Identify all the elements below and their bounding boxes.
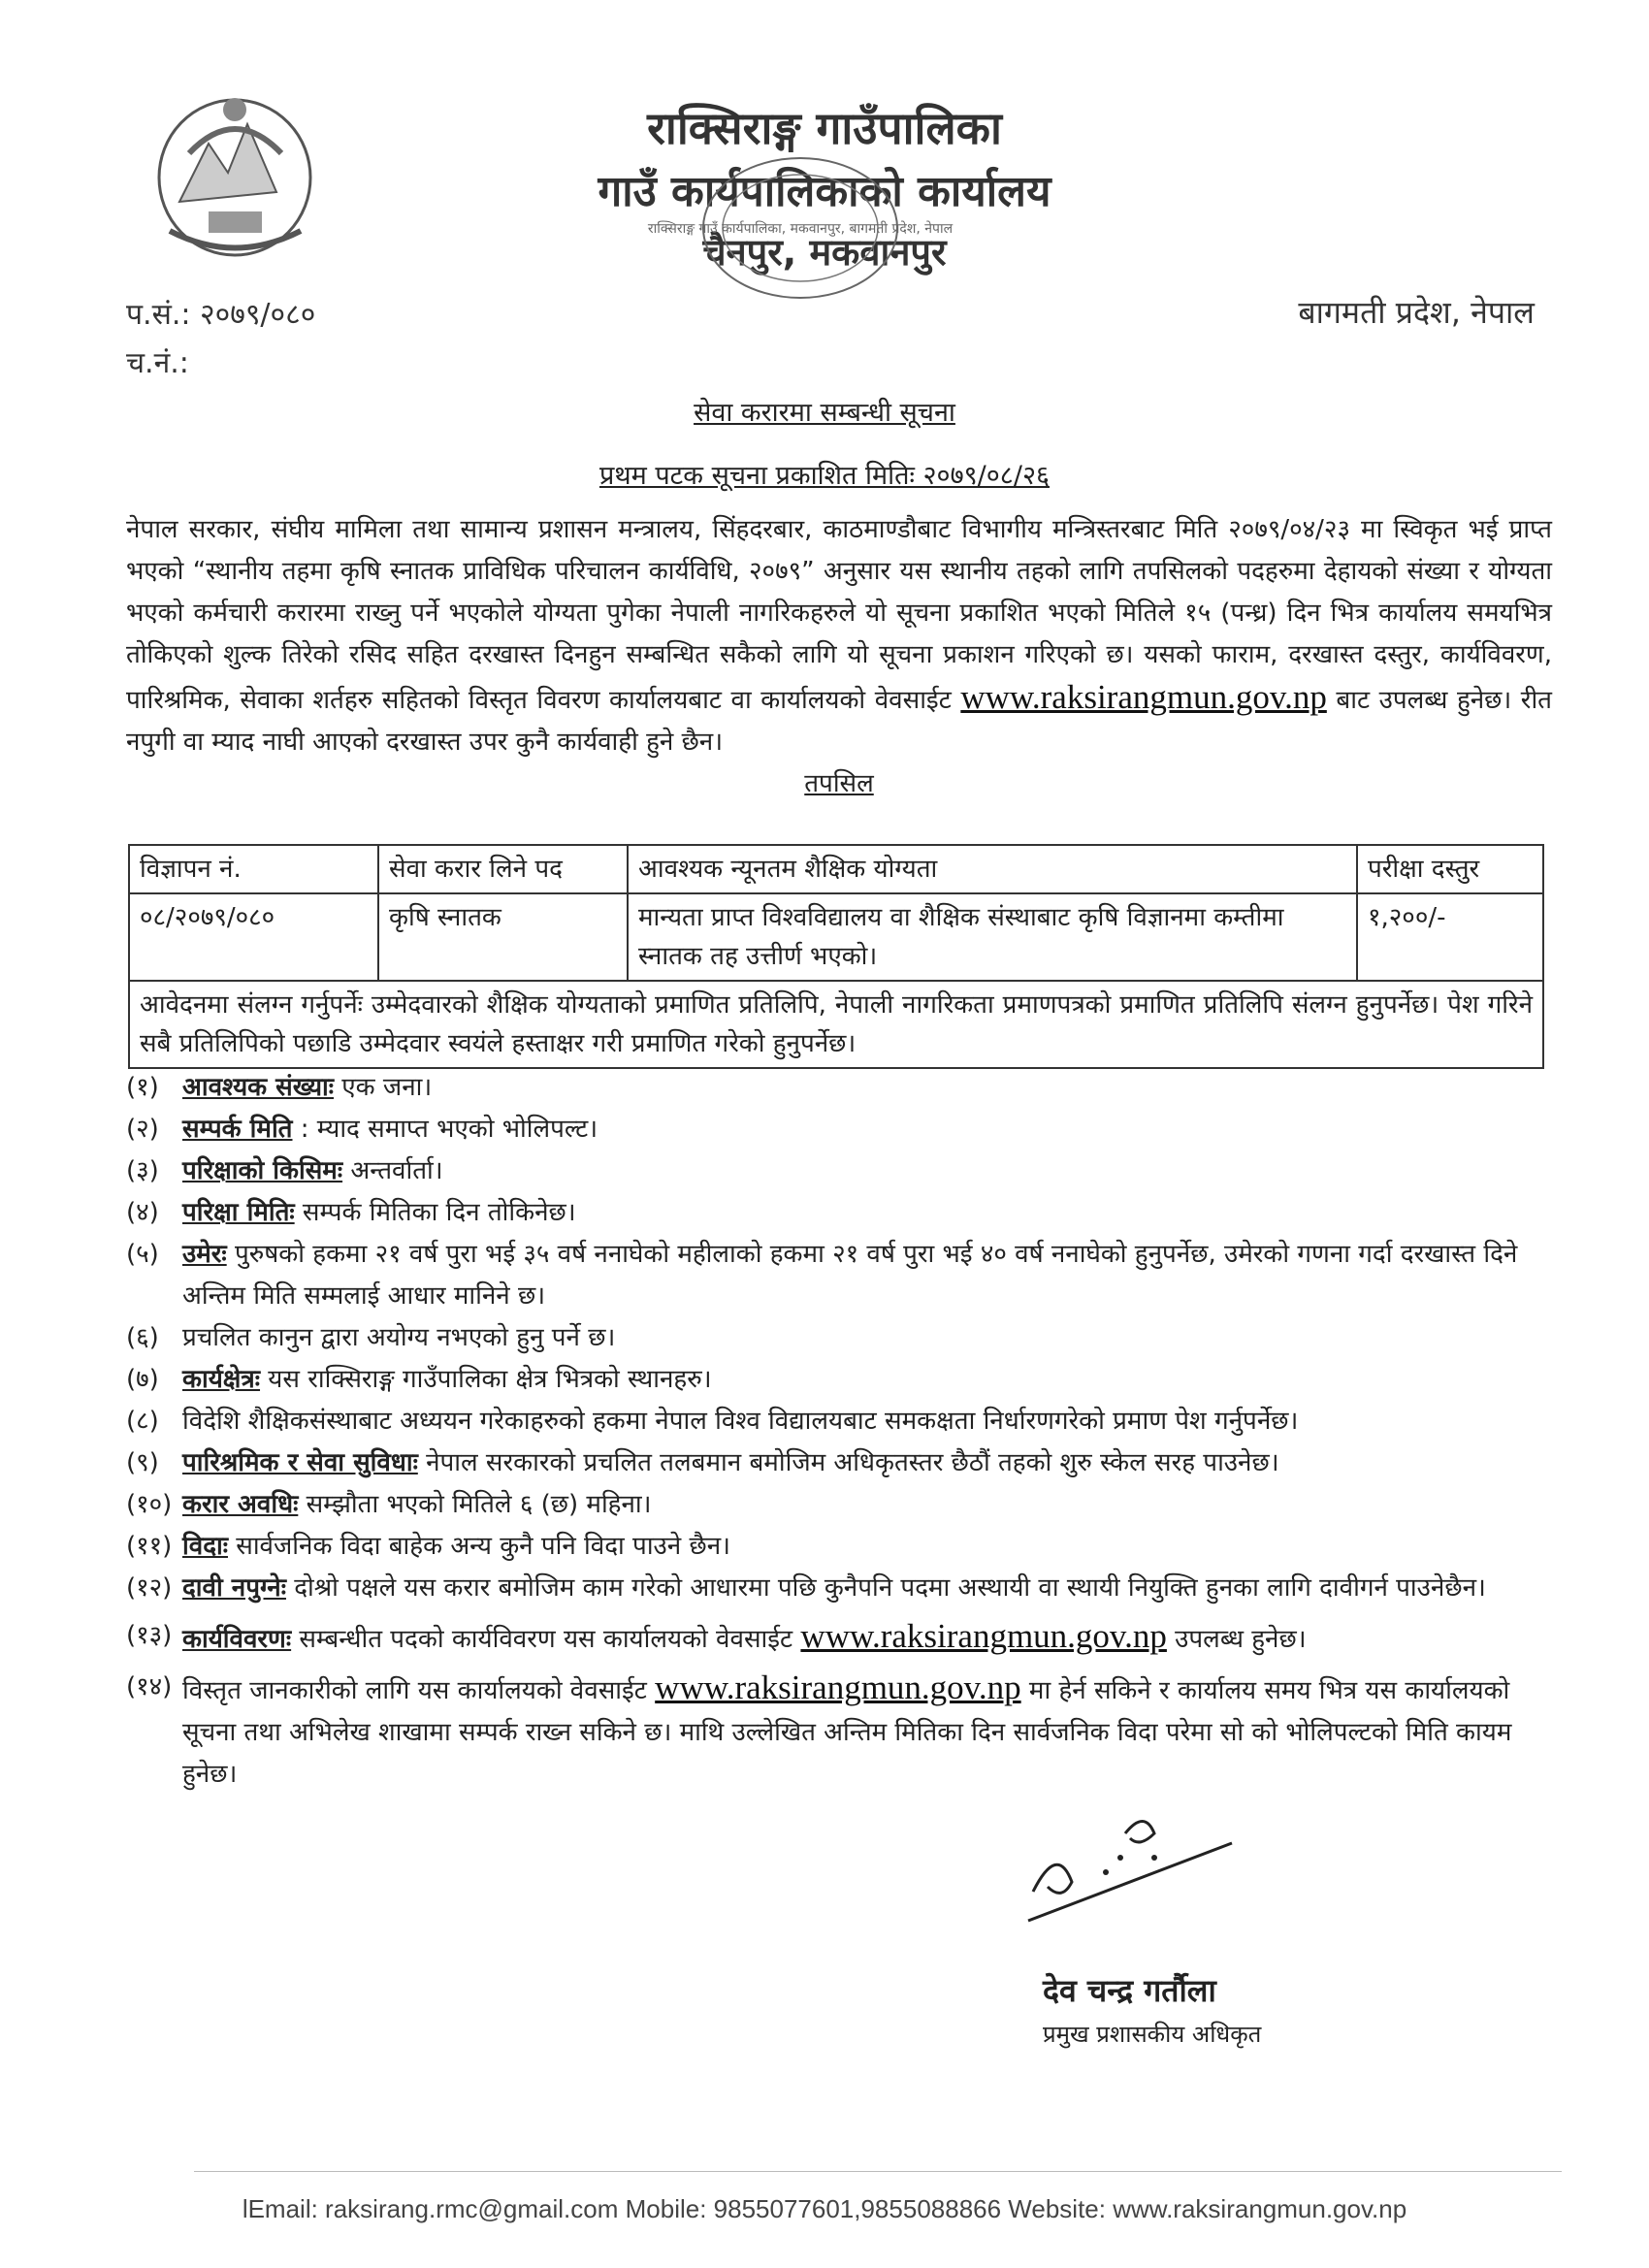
footer-divider xyxy=(194,2171,1562,2172)
signature xyxy=(1018,1804,1261,1930)
body-text-end: बाट उपलब्ध हुनेछ। रीत नपुगी वा म्याद नाघी आएको दरखास्त उपर कुनै कार्यवाही हुने छैन। xyxy=(126,686,1552,757)
cell-attachments: आवेदनमा संलग्न गर्नुपर्नेः उम्मेदवारको शैक्षिक योग्यताको प्रमाणित प्रतिलिपि, नेपाली नागरिकता प्रमाणपत्रको प्रमाणित प्रतिलिपि संलग्न हुनुपर्नेछ। पेश गरिने सबै प्रतिलिपिको पछाडि उम्मेदवार स्वयंले हस्ताक्षर गरी प्रमाणित गरेको हुनुपर्नेछ। xyxy=(129,981,1543,1068)
list-item: (८) विदेशि शैक्षिकसंस्थाबाट अध्ययन गरेकाहरुको हकमा नेपाल विश्व विद्यालयबाट समकक्षता निर्धारणगरेको प्रमाण पेश गर्नुपर्नेछ। xyxy=(126,1407,1299,1436)
website-link[interactable]: www.raksirangmun.gov.np xyxy=(655,1669,1021,1706)
tapsil-heading: तपसिल xyxy=(804,769,874,798)
list-item: (१) आवश्यक संख्याः एक जना। xyxy=(126,1073,433,1102)
list-item: (९) पारिश्रमिक र सेवा सुविधाः नेपाल सरकारको प्रचलित तलबमान बमोजिम अधिकृतस्तर छैठौं तहको शुरु स्केल सरह पाउनेछ। xyxy=(126,1448,1279,1477)
cell-qualification: मान्यता प्राप्त विश्वविद्यालय वा शैक्षिक संस्थाबाट कृषि विज्ञानमा कम्तीमा स्नातक तह उत्तीर्ण भएको। xyxy=(628,893,1357,981)
publish-date: प्रथम पटक सूचना प्रकाशित मितिः २०७९/०८/२६ xyxy=(598,461,1051,491)
footer-contact: lEmail: raksirang.rmc@gmail.com Mobile: 9855077601,9855088866 Website: www.raksirangmun.gov.np xyxy=(242,2194,1407,2223)
notice-body xyxy=(126,509,1552,805)
table-row xyxy=(129,893,1543,981)
office-name-line2: गाउँ कार्यपालिकाको कार्यालय xyxy=(598,167,1051,216)
list-item: (५) उमेरः पुरुषको हकमा २१ वर्ष पुरा भई ३५ वर्ष ननाघेको महीलाको हकमा २१ वर्ष पुरा भई ४० वर्ष ननाघेको हुनुपर्नेछ, उमेरको गणना गर्दा दरखास्त दिने अन्तिम मिति सम्मलाई आधार मानिने छ। xyxy=(126,1240,1518,1311)
office-address: चैनपुर, मकवानपुर xyxy=(702,231,947,274)
list-item: (११) विदाः सार्वजनिक विदा बाहेक अन्य कुनै पनि विदा पाउने छैन। xyxy=(126,1532,731,1561)
conditions-list xyxy=(126,1067,1557,1796)
header-advert-no: विज्ञापन नं. xyxy=(129,845,378,893)
vacancy-table xyxy=(128,844,1544,1069)
office-name-line1: राक्सिराङ्ग गाउँपालिका xyxy=(647,102,1002,154)
cell-post: कृषि स्नातक xyxy=(378,893,628,981)
website-link[interactable]: www.raksirangmun.gov.np xyxy=(800,1617,1167,1655)
list-item: (१३) कार्यविवरणः सम्बन्धीत पदको कार्यविवरण यस कार्यालयको वेवसाईट www.raksirangmun.gov.np उपलब्ध हुनेछ। xyxy=(126,1617,1307,1655)
table-header-row xyxy=(129,845,1543,893)
list-item: (३) परिक्षाको किसिमः अन्तर्वार्ता। xyxy=(126,1156,443,1185)
list-item: (४) परिक्षा मितिः सम्पर्क मितिका दिन तोकिनेछ। xyxy=(126,1198,576,1227)
list-item: (१४) विस्तृत जानकारीको लागि यस कार्यालयको वेवसाईट www.raksirangmun.gov.np मा हेर्न सकिने र कार्यालय समय भित्र यस कार्यालयको सूचना तथा अभिलेख शाखामा सम्पर्क राख्न सकिने छ। माथि उल्लेखित अन्तिम मितिका दिन सार्वजनिक विदा परेमा सो को भोलिपल्टको मिति कायम हुनेछ। xyxy=(126,1669,1512,1789)
list-item: (१२) दावी नपुग्नेः दोश्रो पक्षले यस करार बमोजिम काम गरेको आधारमा पछि कुनैपनि पदमा अस्थायी वा स्थायी नियुक्ति हुनका लागि दावीगर्न पाउनेछैन। xyxy=(126,1573,1486,1603)
reference-block xyxy=(126,291,315,388)
signer-designation: प्रमुख प्रशासकीय अधिकृत xyxy=(1043,2021,1262,2048)
body-text: नेपाल सरकार, संघीय मामिला तथा सामान्य प्रशासन मन्त्रालय, सिंहदरबार, काठमाण्डौबाट विभागीय मन्त्रिस्तरबाट मिति २०७९/०४/२३ मा स्विकृत भई प्राप्त भएको “स्थानीय तहमा कृषि स्नातक प्राविधिक परिचालन कार्यविधि, २०७९” अनुसार यस स्थानीय तहको लागि तपसिलको पदहरुमा देहायको संख्या र योग्यता भएको कर्मचारी करारमा राख्नु पर्ने भएकोले योग्यता पुगेका नेपाली नागरिकहरुले यो सूचना प्रकाशित भएको मितिले १५ (पन्ध्र) दिन भित्र कार्यालय समयभित्र तोकिएको शुल्क तिरेको रसिद सहित दरखास्त दिनहुन सम्बन्धित सकैको लागि यो सूचना प्रकाशन गरिएको छ। यसको फाराम, दरखास्त दस्तुर, कार्यविवरण, पारिश्रमिक, सेवाका शर्तहरु सहितको विस्तृत विवरण कार्यालयबाट वा कार्यालयको वेवसाईट xyxy=(126,515,1552,715)
header-qualification: आवश्यक न्यूनतम शैक्षिक योग्यता xyxy=(628,845,1357,893)
list-item: (७) कार्यक्षेत्रः यस राक्सिराङ्ग गाउँपालिका क्षेत्र भित्रको स्थानहरु। xyxy=(126,1365,712,1394)
table-attach-row xyxy=(129,981,1543,1068)
header-exam-fee: परीक्षा दस्तुर xyxy=(1357,845,1543,893)
chalani-number: च.नं.: xyxy=(126,346,189,380)
list-item: (१०) करार अवधिः सम्झौता भएको मितिले ६ (छ) महिना। xyxy=(126,1490,652,1519)
website-link[interactable]: www.raksirangmun.gov.np xyxy=(960,678,1327,716)
patra-sankhya: प.सं.: २०७९/०८० xyxy=(126,298,316,332)
list-item: (६) प्रचलित कानुन द्वारा अयोग्य नभएको हुनु पर्ने छ। xyxy=(126,1323,616,1352)
cell-advert-no: ०८/२०७९/०८० xyxy=(129,893,378,981)
province-text: बागमती प्रदेश, नेपाल xyxy=(1298,294,1535,331)
cell-exam-fee: १,२००/- xyxy=(1357,893,1543,981)
header-post: सेवा करार लिने पद xyxy=(378,845,628,893)
list-item: (२) सम्पर्क मिति : म्याद समाप्त भएको भोलिपल्ट। xyxy=(126,1115,598,1144)
stamp-text: राक्सिराङ्ग गाउँ कार्यपालिका, मकवानपुर, बागमती प्रदेश, नेपाल xyxy=(647,221,954,237)
notice-title: सेवा करारमा सम्बन्धी सूचना xyxy=(694,398,955,428)
signer-name: देव चन्द्र गर्तौला xyxy=(1043,1972,1216,2009)
